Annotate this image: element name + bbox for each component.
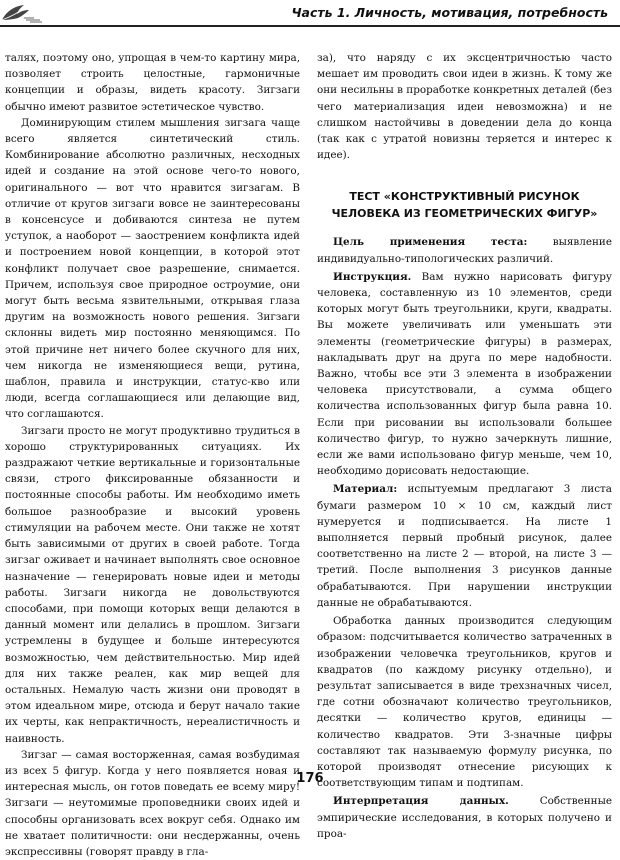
interpretation-label: Интерпретация данных. — [333, 795, 509, 808]
left-paragraph-2: Доминирующим стилем мышления зигзага чаще всего является синтетический стиль. Комбинирование абсолютно различных, несходных идей и создание на этой основе чего-то нового, оригинального — вот что нравится зигзагам. В отличие от кругов зигзаги вовсе не заинтересованы в консенсусе и добиваются синтеза не путем уступок, а наоборот — заострением конфликта идей и построением новой концепции, в которой этот конфликт получает свое разрешение, снимается. Причем, используя свое природное остроумие, они могут быть весьма язвительными, открывая глаза другим на возможность нового решения. Зигзаги склонны видеть мир постоянно меняющимся. По этой причине нет ничего более скучного для них, чем никогда не изменяющиеся вещи, рутина, шаблон, правила и инструкции, статус-кво или люди, всегда соглашающиеся или делающие вид, что соглашаются. — [5, 116, 300, 421]
left-paragraph-4: Зигзаг — самая восторженная, самая возбудимая из всех 5 фигур. Когда у него появляется новая и интересная мысль, он готов поведать ее всему миру! Зигзаги — неутомимые проповедники своих идей и способны организовать всех вокруг себя. Однако им не хватает политичности: они несдержанны, очень экспрессивны (говорят правду в гла- — [5, 748, 300, 858]
page-header — [0, 0, 620, 26]
purpose-label: Цель применения теста: — [333, 236, 528, 249]
material-label: Материал: — [333, 483, 398, 496]
running-header-title: Часть 1. Личность, мотивация, потребность — [291, 5, 608, 20]
right-column — [317, 50, 612, 842]
interpretation-text: Собственные эмпирические исследования, в которых получено и проа- — [317, 795, 612, 840]
processing-paragraph: Обработка данных производится следующим образом: подсчитывается количество затраченных в изображении человечка треугольников, кругов и квадратов (по каждому рисунку отдельно), и результат записывается в виде трехзначных чисел, где сотни обозначают количество треугольников, десятки — количество кругов, единицы — количество квадратов. Эти 3-значные цифры составляют так называемую формулу рисунка, по которой производят отнесение рисующих к соответствующим типам и подтипам. — [317, 615, 612, 790]
instruction-paragraph — [317, 269, 612, 480]
feather-logo-icon — [0, 0, 44, 26]
left-column — [5, 50, 300, 860]
left-paragraph-1: талях, поэтому оно, упрощая в чем-то картину мира, позволяет строить целостные, гармоничные концепции и образы, видеть красоту. Зигзаги обычно имеют развитое эстетическое чувство. — [5, 52, 300, 113]
right-intro-paragraph: за), что наряду с их эксцентричностью часто мешает им проводить свои идеи в жизнь. К тому же они несильны в проработке конкретных деталей (без чего материализация идеи невозможна) и не слишком настойчивы в доведении дела до конца (так как с утратой новизны теряется и интерес к идее). — [317, 52, 612, 162]
material-paragraph — [317, 481, 612, 611]
material-text: испытуемым предлагают 3 листа бумаги размером 10 × 10 см, каждый лист нумеруется и подписывается. На листе 1 выполняется первый пробный рисунок, далее соответственно на листе 2 — второй, на листе 3 — третий. После выполнения 3 рисунков данные обрабатываются. При нарушении инструкции данные не обрабатываются. — [317, 483, 612, 609]
test-section-title: ТЕСТ «КОНСТРУКТИВНЫЙ РИСУНОК ЧЕЛОВЕКА ИЗ ГЕОМЕТРИЧЕСКИХ ФИГУР» — [331, 190, 598, 220]
page-number: 176 — [296, 771, 324, 786]
instruction-label: Инструкция. — [333, 270, 412, 283]
interpretation-paragraph — [317, 793, 612, 842]
purpose-text: выявление индивидуально-типологических различий. — [317, 236, 612, 265]
purpose-paragraph — [317, 234, 612, 266]
header-rule — [0, 25, 620, 27]
left-paragraph-3: Зигзаги просто не могут продуктивно трудиться в хорошо структурированных ситуациях. Их раздражают четкие вертикальные и горизонтальные связи, строго фиксированные обязанности и постоянные способы работы. Им необходимо иметь большое разнообразие и высокий уровень стимуляции на рабочем месте. Они также не хотят быть зависимыми от других в своей работе. Тогда зигзаг оживает и начинает выполнять свое основное назначение — генерировать новые идеи и методы работы. Зигзаги никогда не довольствуются способами, при помощи которых вещи делаются в данный момент или делались в прошлом. Зигзаги устремлены в будущее и больше интересуются возможностью, чем действительностью. Мир идей для них также реален, как мир вещей для остальных. Немалую часть жизни они проводят в этом идеальном мире, отсюда и берут начало такие их черты, как непрактичность, нереалистичность и наивность. — [5, 424, 300, 745]
instruction-text: Вам нужно нарисовать фигуру человека, составленную из 10 элементов, среди которых могут быть треугольники, круги, квадраты. Вы можете увеличивать или уменьшать эти элементы (геометрические фигуры) в размерах, накладывать друг на друга по мере надобности. Важно, чтобы все эти 3 элемента в изображении человека присутствовали, а сумма общего количества использованных фигур была равна 10. Если при рисовании вы использовали большее количество фигур, то нужно зачеркнуть лишние, если же вами использовано фигур меньше, чем 10, необходимо дорисовать недостающие. — [317, 270, 612, 478]
